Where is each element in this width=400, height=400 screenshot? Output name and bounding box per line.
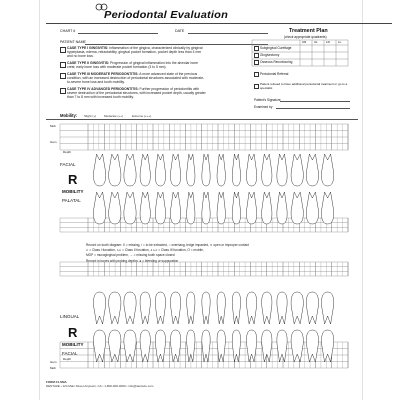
tooth-outline bbox=[321, 292, 333, 324]
lower-row-depth: Depth bbox=[63, 357, 72, 361]
tooth-outline bbox=[262, 154, 272, 186]
case-type-2-text bbox=[67, 61, 207, 69]
mobility-label: Mobility: bbox=[60, 113, 78, 118]
lower-facial-label: FACIAL bbox=[62, 351, 78, 356]
chart-number-label: CHART # bbox=[60, 29, 76, 33]
tooth-outline bbox=[232, 292, 240, 324]
tooth-outline bbox=[291, 330, 303, 362]
osseous-label: Osseous Recontouring bbox=[260, 60, 293, 64]
tooth-outline bbox=[291, 292, 303, 324]
tooth-outline bbox=[246, 292, 256, 324]
mobility-divider bbox=[46, 119, 358, 120]
case-type-4-heading: CASE TYPE IV ADVANCED PERIODONTITIS: bbox=[67, 87, 139, 91]
legend-line-1: Record on tooth diagram: X = missing, / = to be extracted, ○ overhang, ledge impacted, ✕ open or improper contact bbox=[86, 243, 249, 247]
tooth-outline bbox=[321, 192, 333, 224]
tooth-outline bbox=[306, 192, 318, 224]
lower-teeth-diagram bbox=[90, 290, 335, 365]
quadrant-ul: UL bbox=[314, 40, 318, 44]
case-type-4-checkbox[interactable] bbox=[60, 88, 66, 94]
tooth-outline bbox=[170, 154, 180, 186]
tooth-outline bbox=[291, 154, 303, 186]
lower-side-label: R bbox=[68, 325, 78, 340]
tooth-outline bbox=[217, 292, 225, 324]
tooth-outline bbox=[306, 292, 318, 324]
tooth-outline bbox=[170, 330, 180, 362]
tooth-outline bbox=[217, 330, 225, 362]
case-type-2-heading: CASE TYPE II GINGIVITIS: bbox=[67, 61, 110, 65]
tooth-outline bbox=[321, 330, 333, 362]
upper-mobility-label: MOBILITY bbox=[62, 189, 84, 194]
tooth-outline bbox=[140, 192, 150, 224]
tooth-outline bbox=[140, 330, 150, 362]
tooth-outline bbox=[170, 292, 180, 324]
date-label: DATE bbox=[175, 29, 185, 33]
tooth-outline bbox=[277, 292, 287, 324]
tooth-outline bbox=[124, 330, 136, 362]
tooth-outline bbox=[306, 154, 318, 186]
tooth-outline bbox=[93, 154, 105, 186]
form-title: Periodontal Evaluation bbox=[104, 9, 229, 21]
tooth-outline bbox=[202, 192, 210, 224]
tooth-outline bbox=[170, 192, 180, 224]
case-type-1-checkbox[interactable] bbox=[60, 47, 66, 53]
lower-lingual-label: LINGUAL bbox=[60, 314, 80, 319]
quadrant-lr: LR bbox=[326, 40, 330, 44]
gingivectomy-label: Gingivectomy bbox=[260, 53, 280, 57]
tooth-outline bbox=[109, 330, 121, 362]
examined-by-label: Examined by bbox=[254, 105, 273, 109]
tooth-outline bbox=[232, 154, 240, 186]
treatment-plan-title: Treatment Plan bbox=[289, 28, 328, 34]
upper-palatal-label: PALATAL bbox=[62, 198, 81, 203]
case-type-3-heading: CASE TYPE III MODERATE PERIODONTITIS: bbox=[67, 72, 139, 76]
patient-name-field[interactable] bbox=[85, 44, 268, 45]
tooth-outline bbox=[187, 292, 195, 324]
tooth-outline bbox=[277, 330, 287, 362]
case-type-3-text bbox=[67, 72, 207, 84]
tooth-outline bbox=[124, 292, 136, 324]
tooth-outline bbox=[202, 292, 210, 324]
tooth-outline bbox=[277, 192, 287, 224]
tooth-outline bbox=[155, 192, 165, 224]
tooth-outline bbox=[187, 154, 195, 186]
tooth-outline bbox=[93, 192, 105, 224]
tooth-outline bbox=[93, 292, 105, 324]
tooth-outline bbox=[246, 330, 256, 362]
title-divider bbox=[46, 23, 392, 24]
tooth-outline bbox=[155, 154, 165, 186]
tooth-outline bbox=[277, 154, 287, 186]
tooth-outline bbox=[217, 154, 225, 186]
case-type-1-heading: CASE TYPE I GINGIVITIS: bbox=[67, 46, 109, 50]
case-type-4-description: Further progression of periodontitis with severe destruction of the periodontal structures, with increased pocket depth, usually greater than 7 to 8 mm with increased tooth mobility. bbox=[67, 87, 206, 100]
tooth-outline bbox=[246, 154, 256, 186]
tooth-outline bbox=[93, 330, 105, 362]
upper-side-label: R bbox=[68, 172, 78, 187]
tooth-outline bbox=[291, 192, 303, 224]
refused-notice: Patient refused to have additional periodontal treatment or go to a specialist bbox=[260, 82, 348, 90]
case-type-2-description: Progression of gingival inflammation into the alveolar bone crest; early bone loss with moderate pocket formation (3 to 5 mm). bbox=[67, 61, 198, 70]
tooth-outline bbox=[262, 330, 272, 362]
patient-name-label: PATIENT NAME bbox=[60, 40, 86, 44]
tooth-outline bbox=[140, 292, 150, 324]
tooth-outline bbox=[232, 192, 240, 224]
case-type-3-checkbox[interactable] bbox=[60, 73, 66, 79]
examined-by-field[interactable] bbox=[276, 108, 350, 109]
curettage-checkbox[interactable] bbox=[254, 46, 259, 51]
legend-block bbox=[86, 243, 336, 264]
lower-row-mob: Mob bbox=[50, 366, 56, 370]
tooth-outline bbox=[109, 292, 121, 324]
tooth-outline bbox=[306, 330, 318, 362]
tooth-outline bbox=[232, 330, 240, 362]
legend-line-2: ∧ = Class I furcation, ∧∧ = Class II furcation, ∧∧∧ = Class III furcation, O = mobile, bbox=[86, 248, 204, 253]
tooth-outline bbox=[155, 330, 165, 362]
tooth-outline bbox=[321, 154, 333, 186]
lower-mobility-label: MOBILITY bbox=[62, 342, 84, 347]
quadrant-ll: LL bbox=[338, 40, 342, 44]
referral-checkbox[interactable] bbox=[254, 72, 259, 77]
lower-row-gum: Gum bbox=[50, 360, 57, 364]
upper-row-gum: Gum bbox=[50, 140, 57, 144]
upper-row-depth: Depth bbox=[63, 150, 72, 154]
mobility-extreme: Extreme (+++) bbox=[132, 114, 152, 118]
tooth-outline bbox=[124, 154, 136, 186]
chart-number-field[interactable] bbox=[78, 33, 158, 34]
case-type-4-text bbox=[67, 87, 207, 99]
tooth-outline bbox=[140, 154, 150, 186]
patient-signature-field[interactable] bbox=[280, 101, 350, 102]
mobility-slight: Slight (+) bbox=[84, 114, 97, 118]
tooth-outline bbox=[262, 292, 272, 324]
gingivectomy-checkbox[interactable] bbox=[254, 53, 259, 58]
upper-facial-label: FACIAL bbox=[60, 162, 76, 167]
case-type-3-description: A more advanced state of the previous condition, with an increased destruction of periodontal structures associated with moderate-to-severe bone loss and tooth mobility. bbox=[67, 72, 205, 85]
tooth-outline bbox=[109, 154, 121, 186]
quadrant-ur: UR bbox=[302, 40, 307, 44]
tooth-outline bbox=[187, 330, 195, 362]
footer-address: DENTAZE • 124 Main Street Anytown, CA • 1-800-000-0000 • info@dentaze.com bbox=[46, 384, 154, 388]
case-type-2-checkbox[interactable] bbox=[60, 62, 66, 68]
date-field[interactable] bbox=[188, 33, 268, 34]
grid-band bbox=[60, 262, 348, 276]
curettage-label: Subgingival Curettage bbox=[260, 46, 292, 50]
upper-row-mob: Mob bbox=[50, 124, 56, 128]
refused-checkbox[interactable] bbox=[254, 84, 259, 89]
tooth-outline bbox=[109, 192, 121, 224]
tooth-outline bbox=[155, 292, 165, 324]
tooth-outline bbox=[124, 192, 136, 224]
footer-form-id: FORM #4-SMA bbox=[46, 380, 67, 384]
tooth-outline bbox=[202, 154, 210, 186]
osseous-checkbox[interactable] bbox=[254, 60, 259, 65]
tooth-outline bbox=[202, 330, 210, 362]
case-type-1-description: Inflammation of the gingiva, characterized clinically by gingival hyperplasia, edema, retractability, gingival pocket formation, pocket depth less than 4 mm and no bone loss. bbox=[67, 46, 203, 59]
tooth-outline bbox=[217, 192, 225, 224]
case-type-1-text bbox=[67, 46, 207, 58]
mobility-moderate: Moderate (++) bbox=[104, 114, 124, 118]
tooth-outline bbox=[246, 192, 256, 224]
upper-teeth-diagram bbox=[90, 152, 335, 232]
legend-line-3: MGP = mucogingival problem, → = missing tooth space closed bbox=[86, 253, 175, 258]
patient-signature-label: Patient's Signature bbox=[254, 98, 281, 102]
tooth-outline bbox=[187, 192, 195, 224]
tooth-outline bbox=[262, 192, 272, 224]
legend-line-4: Record in boxes with probing depths: ● = bleeding or suppuration bbox=[86, 258, 179, 263]
referral-label: Periodontal Referral bbox=[260, 72, 289, 76]
treatment-plan-subtitle: (check appropriate quadrants) bbox=[284, 35, 327, 39]
